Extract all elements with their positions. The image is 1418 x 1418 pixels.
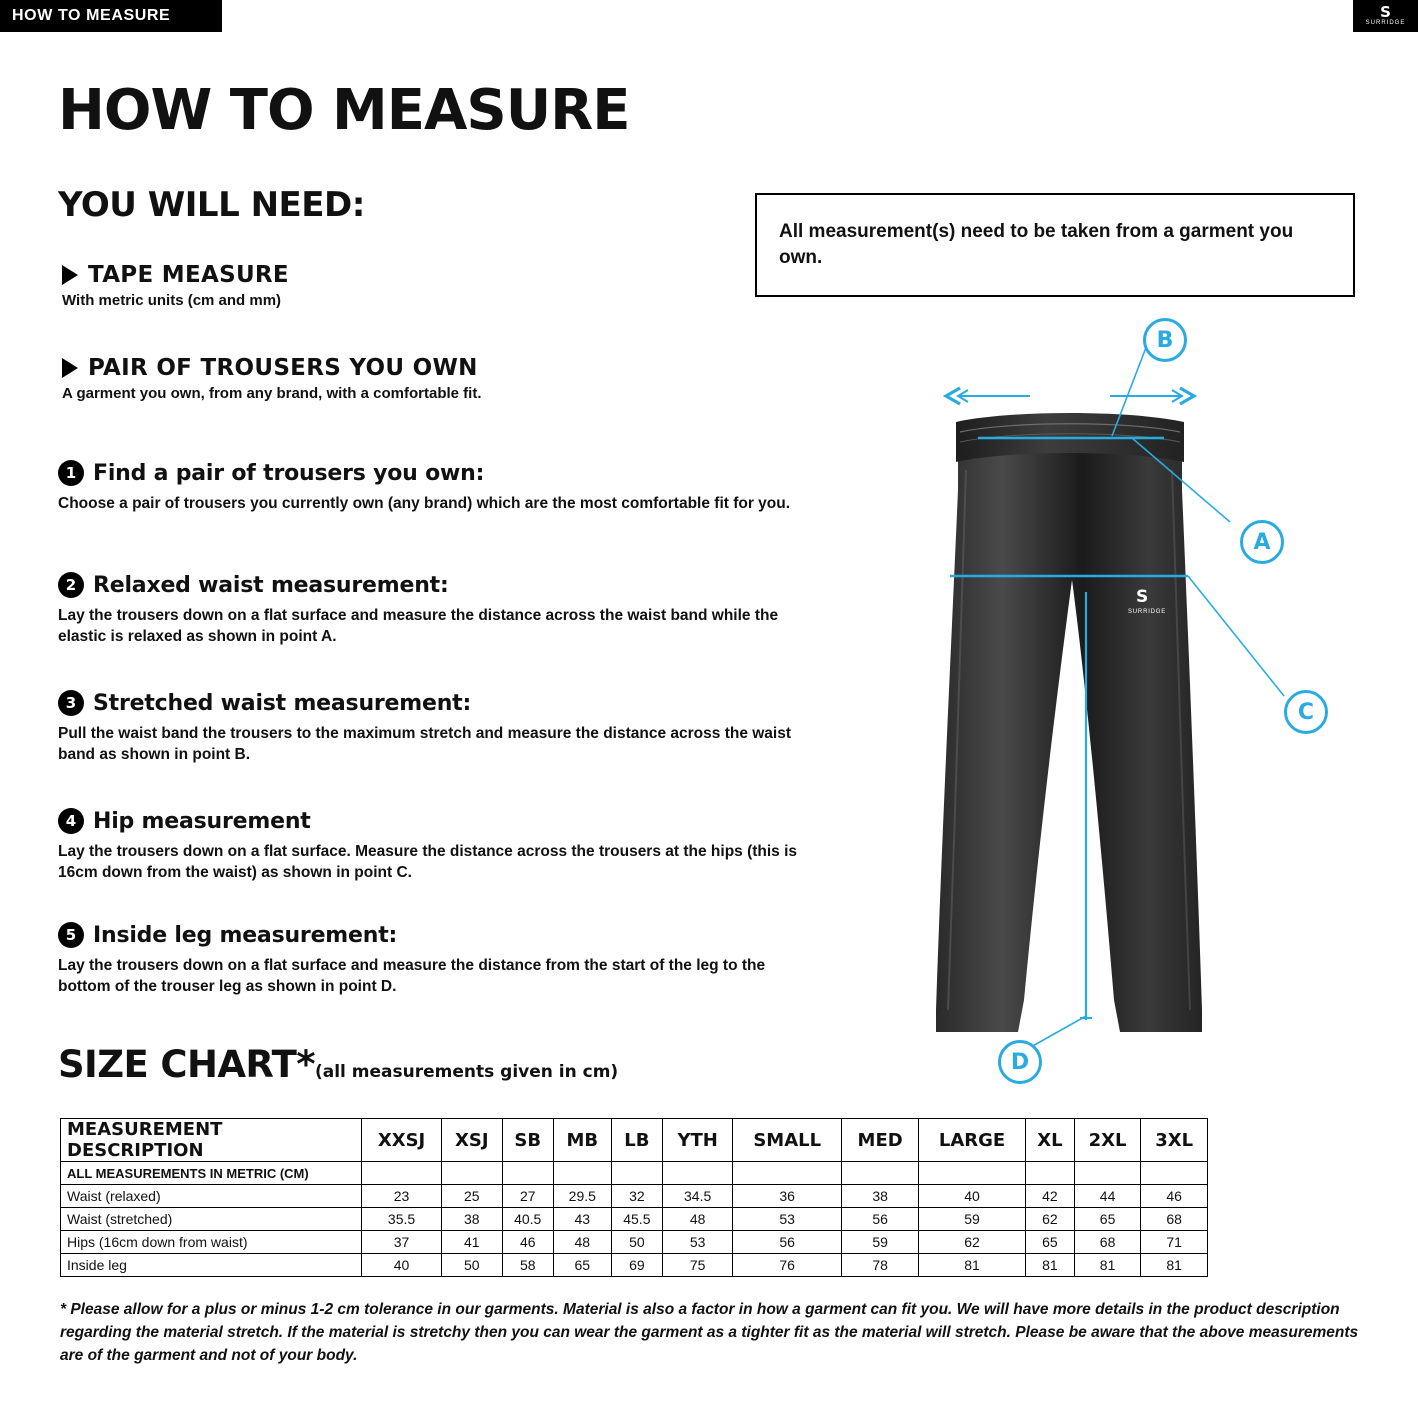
table-header-size: XXSJ bbox=[362, 1119, 442, 1162]
table-row bbox=[61, 1208, 1208, 1231]
step-title: Inside leg measurement: bbox=[93, 922, 398, 948]
empty-cell bbox=[442, 1162, 502, 1185]
brand-name: SURRIDGE bbox=[1365, 20, 1406, 26]
top-bar-title: HOW TO MEASURE bbox=[12, 7, 171, 24]
notice-text: All measurement(s) need to be taken from a garment you own. bbox=[779, 221, 1294, 268]
you-will-need-heading: YOU WILL NEED: bbox=[58, 185, 365, 225]
brand-logo bbox=[1353, 0, 1418, 32]
cell: 37 bbox=[362, 1231, 442, 1254]
cell: 56 bbox=[733, 1231, 842, 1254]
need-item-sub: With metric units (cm and mm) bbox=[62, 292, 282, 309]
step-title: Hip measurement bbox=[93, 808, 311, 834]
cell: 65 bbox=[1074, 1208, 1141, 1231]
step-head bbox=[58, 460, 818, 486]
table-header-size: 2XL bbox=[1074, 1119, 1141, 1162]
cell: 36 bbox=[733, 1185, 842, 1208]
trouser-body bbox=[936, 430, 1202, 1032]
metric-note: ALL MEASUREMENTS IN METRIC (CM) bbox=[61, 1162, 362, 1185]
cell: 35.5 bbox=[362, 1208, 442, 1231]
cell: 59 bbox=[842, 1231, 919, 1254]
table-header-description: MEASUREMENT DESCRIPTION bbox=[61, 1119, 362, 1162]
cell: 56 bbox=[842, 1208, 919, 1231]
step-title: Find a pair of trousers you own: bbox=[93, 460, 485, 486]
cell: 68 bbox=[1074, 1231, 1141, 1254]
empty-cell bbox=[919, 1162, 1026, 1185]
cell: 81 bbox=[919, 1254, 1026, 1277]
step-head bbox=[58, 922, 818, 948]
empty-cell bbox=[842, 1162, 919, 1185]
size-chart-heading bbox=[58, 1043, 618, 1086]
need-item-title: TAPE MEASURE bbox=[88, 262, 289, 288]
cell: 68 bbox=[1141, 1208, 1208, 1231]
empty-cell bbox=[1074, 1162, 1141, 1185]
cell: 48 bbox=[663, 1208, 733, 1231]
table-row bbox=[61, 1231, 1208, 1254]
need-item-sub: A garment you own, from any brand, with a comfortable fit. bbox=[62, 385, 482, 402]
size-chart-table bbox=[60, 1118, 1208, 1277]
step-title: Relaxed waist measurement: bbox=[93, 572, 449, 598]
step-number: 5 bbox=[58, 922, 84, 948]
step-number: 2 bbox=[58, 572, 84, 598]
triangle-bullet-icon bbox=[62, 265, 78, 285]
step-title: Stretched waist measurement: bbox=[93, 690, 472, 716]
step-number: 1 bbox=[58, 460, 84, 486]
cell: 53 bbox=[663, 1231, 733, 1254]
row-label: Waist (stretched) bbox=[61, 1208, 362, 1231]
empty-cell bbox=[733, 1162, 842, 1185]
size-chart-title: SIZE CHART* bbox=[58, 1043, 315, 1086]
empty-cell bbox=[1026, 1162, 1075, 1185]
step-4 bbox=[58, 808, 818, 883]
cell: 41 bbox=[442, 1231, 502, 1254]
step-5 bbox=[58, 922, 818, 997]
empty-cell bbox=[1141, 1162, 1208, 1185]
cell: 71 bbox=[1141, 1231, 1208, 1254]
cell: 43 bbox=[553, 1208, 611, 1231]
need-item-tape-measure bbox=[62, 262, 289, 309]
svg-text:S: S bbox=[1136, 587, 1149, 607]
row-label: Hips (16cm down from waist) bbox=[61, 1231, 362, 1254]
cell: 29.5 bbox=[553, 1185, 611, 1208]
table-row bbox=[61, 1185, 1208, 1208]
step-number: 4 bbox=[58, 808, 84, 834]
table-header-size: XL bbox=[1026, 1119, 1075, 1162]
row-label: Waist (relaxed) bbox=[61, 1185, 362, 1208]
table-header-size: MED bbox=[842, 1119, 919, 1162]
page-title: HOW TO MEASURE bbox=[58, 78, 630, 143]
cell: 45.5 bbox=[611, 1208, 662, 1231]
callout-a: A bbox=[1240, 520, 1284, 564]
step-body: Lay the trousers down on a flat surface. Measure the distance across the trousers at the hips (this is 16cm down from the waist) as shown in point C. bbox=[58, 843, 798, 881]
table-header-size: SMALL bbox=[733, 1119, 842, 1162]
step-body: Lay the trousers down on a flat surface and measure the distance across the waist band while the elastic is relaxed as shown in point A. bbox=[58, 607, 779, 645]
step-body: Lay the trousers down on a flat surface and measure the distance from the start of the leg to the bottom of the trouser leg as shown in point D. bbox=[58, 957, 766, 995]
cell: 81 bbox=[1074, 1254, 1141, 1277]
cell: 38 bbox=[442, 1208, 502, 1231]
table-row-metric-note bbox=[61, 1162, 1208, 1185]
trousers-illustration bbox=[900, 310, 1380, 1100]
cell: 81 bbox=[1026, 1254, 1075, 1277]
row-label: Inside leg bbox=[61, 1254, 362, 1277]
cell: 76 bbox=[733, 1254, 842, 1277]
table-header-size: MB bbox=[553, 1119, 611, 1162]
top-bar-spacer bbox=[222, 0, 1353, 32]
brand-mark-icon: S bbox=[1380, 3, 1391, 21]
leader-line-c bbox=[1188, 576, 1284, 696]
cell: 48 bbox=[553, 1231, 611, 1254]
cell: 40.5 bbox=[502, 1208, 553, 1231]
cell: 59 bbox=[919, 1208, 1026, 1231]
cell: 58 bbox=[502, 1254, 553, 1277]
step-head bbox=[58, 808, 818, 834]
cell: 65 bbox=[1026, 1231, 1075, 1254]
table-header-size: 3XL bbox=[1141, 1119, 1208, 1162]
step-number: 3 bbox=[58, 690, 84, 716]
step-3 bbox=[58, 690, 818, 765]
cell: 50 bbox=[611, 1231, 662, 1254]
footnote: * Please allow for a plus or minus 1-2 cm tolerance in our garments. Material is also a factor in how a garment can fit you. We will have more details in the product description regarding the material stretch. If the material is stretchy then you can wear the garment as a tighter fit as the material will stretch. Please be aware that the above measurements are of the garment and not of your body. bbox=[60, 1301, 1359, 1364]
cell: 46 bbox=[1141, 1185, 1208, 1208]
cell: 42 bbox=[1026, 1185, 1075, 1208]
cell: 81 bbox=[1141, 1254, 1208, 1277]
callout-b: B bbox=[1143, 318, 1187, 362]
cell: 62 bbox=[1026, 1208, 1075, 1231]
table-header-size: XSJ bbox=[442, 1119, 502, 1162]
step-body: Choose a pair of trousers you currently own (any brand) which are the most comfortable fit for you. bbox=[58, 495, 791, 512]
step-2 bbox=[58, 572, 818, 647]
notice-box bbox=[755, 193, 1355, 297]
size-chart-note: (all measurements given in cm) bbox=[314, 1062, 619, 1082]
cell: 65 bbox=[553, 1254, 611, 1277]
need-item-title: PAIR OF TROUSERS YOU OWN bbox=[88, 355, 478, 381]
cell: 62 bbox=[919, 1231, 1026, 1254]
cell: 78 bbox=[842, 1254, 919, 1277]
cell: 50 bbox=[442, 1254, 502, 1277]
need-item-trousers bbox=[62, 355, 481, 402]
cell: 40 bbox=[362, 1254, 442, 1277]
table-header-size: SB bbox=[502, 1119, 553, 1162]
cell: 27 bbox=[502, 1185, 553, 1208]
cell: 38 bbox=[842, 1185, 919, 1208]
cell: 25 bbox=[442, 1185, 502, 1208]
step-body: Pull the waist band the trousers to the maximum stretch and measure the distance across the waist band as shown in point B. bbox=[58, 725, 792, 763]
top-bar-tab bbox=[0, 0, 222, 32]
step-head bbox=[58, 690, 818, 716]
table-row bbox=[61, 1254, 1208, 1277]
cell: 34.5 bbox=[663, 1185, 733, 1208]
cell: 69 bbox=[611, 1254, 662, 1277]
empty-cell bbox=[502, 1162, 553, 1185]
table-header-size: LARGE bbox=[919, 1119, 1026, 1162]
table-header-row bbox=[61, 1119, 1208, 1162]
cell: 44 bbox=[1074, 1185, 1141, 1208]
table-header-size: YTH bbox=[663, 1119, 733, 1162]
empty-cell bbox=[362, 1162, 442, 1185]
cell: 32 bbox=[611, 1185, 662, 1208]
cell: 40 bbox=[919, 1185, 1026, 1208]
callout-c: C bbox=[1284, 690, 1328, 734]
empty-cell bbox=[553, 1162, 611, 1185]
empty-cell bbox=[611, 1162, 662, 1185]
empty-cell bbox=[663, 1162, 733, 1185]
cell: 75 bbox=[663, 1254, 733, 1277]
cell: 23 bbox=[362, 1185, 442, 1208]
svg-text:SURRIDGE: SURRIDGE bbox=[1128, 609, 1167, 615]
callout-d: D bbox=[998, 1040, 1042, 1084]
top-bar bbox=[0, 0, 1418, 32]
step-head bbox=[58, 572, 818, 598]
table-header-size: LB bbox=[611, 1119, 662, 1162]
cell: 53 bbox=[733, 1208, 842, 1231]
step-1 bbox=[58, 460, 818, 514]
cell: 46 bbox=[502, 1231, 553, 1254]
triangle-bullet-icon bbox=[62, 358, 78, 378]
